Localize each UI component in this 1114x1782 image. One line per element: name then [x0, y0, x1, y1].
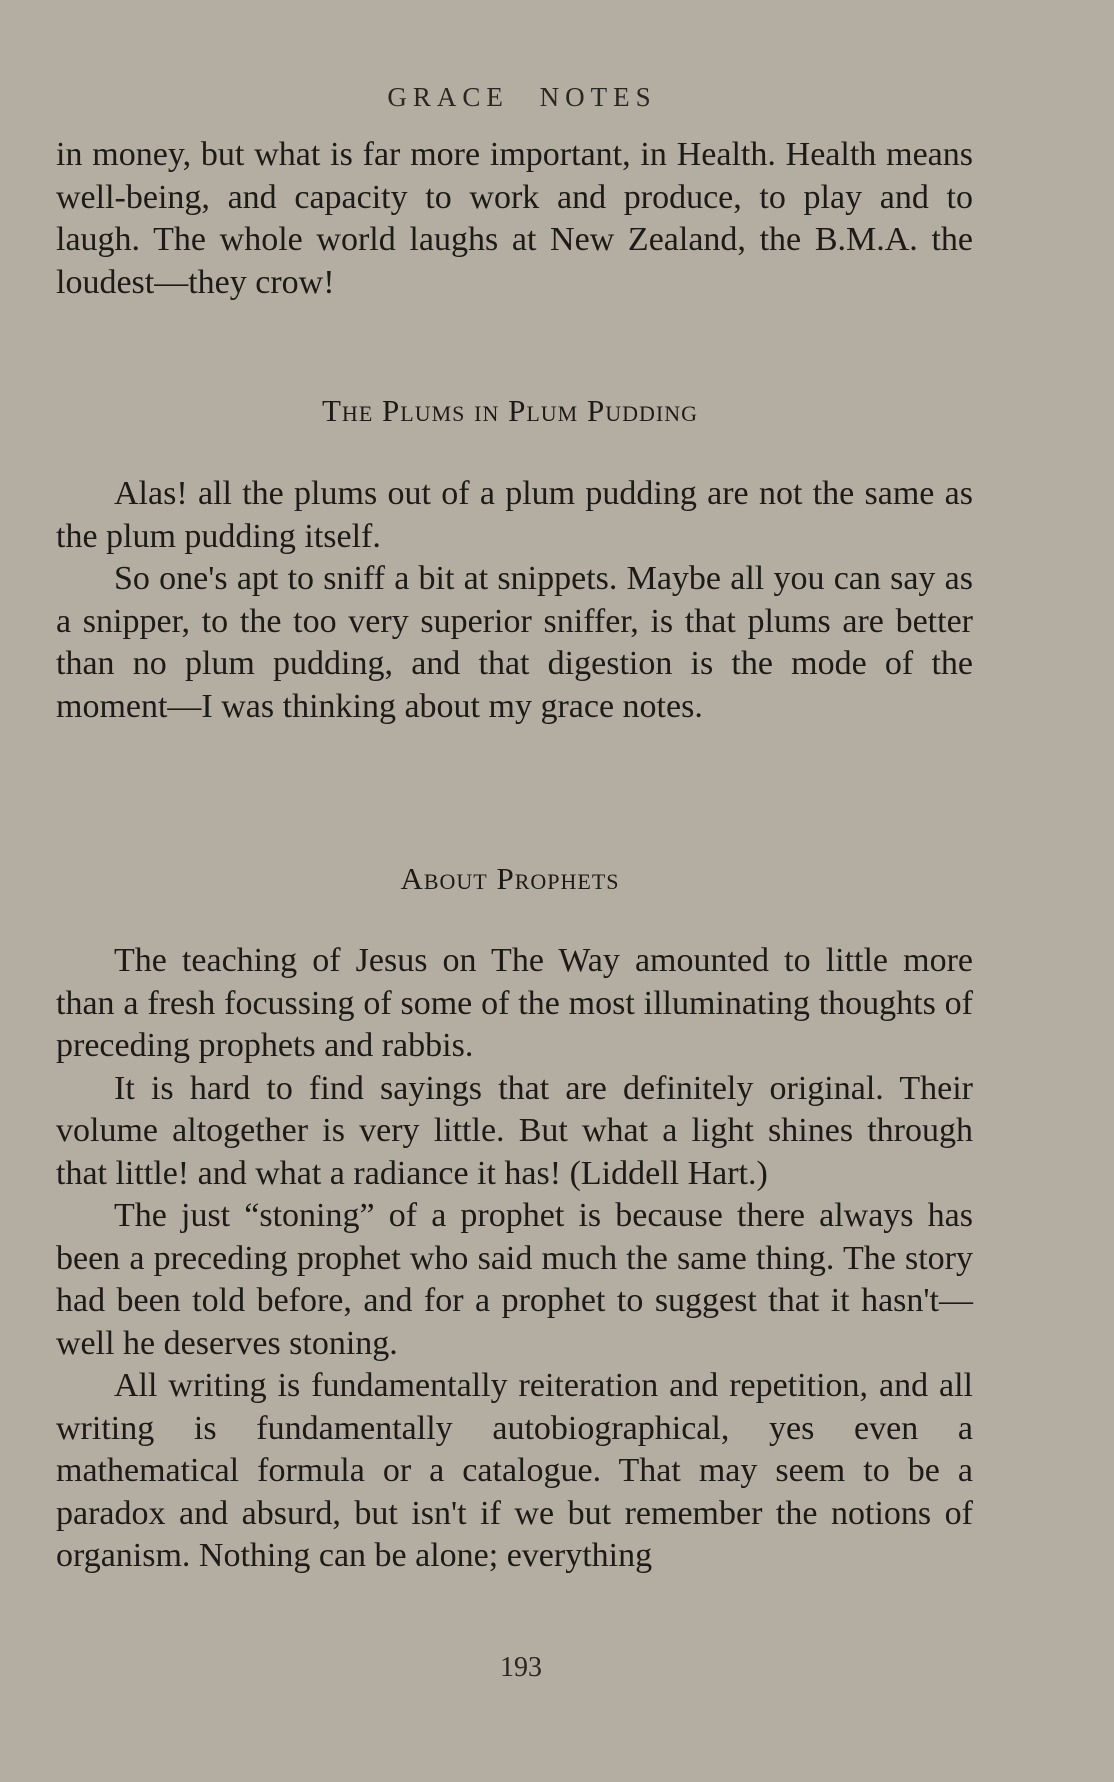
- paragraph: Alas! all the plums out of a plum pudding are not the same as the plum pudding itself.: [56, 475, 973, 555]
- paragraph: It is hard to find sayings that are definitely original. Their volume altogether is very little. But what a light shines through that little! and what a radiance it has! (Liddell Hart.): [56, 1069, 973, 1192]
- page-number: 193: [500, 1652, 542, 1683]
- paragraph: in money, but what is far more important, in Health. Health means well-being, and capacity to work and produce, to play and to laugh. The whole world laughs at New Zealand, the B.M.A. the loudest—they crow!: [56, 136, 973, 301]
- running-head: GRACE NOTES: [387, 82, 657, 112]
- section-body-prophets: [56, 940, 973, 1578]
- section-heading-plums: The Plums in Plum Pudding: [322, 393, 698, 428]
- section-body-plums: [56, 473, 973, 728]
- paragraph: The teaching of Jesus on The Way amounted to little more than a fresh focussing of some of the most illuminating thoughts of preceding prophets and rabbis.: [56, 942, 973, 1064]
- top-paragraph-block: [56, 134, 973, 304]
- paragraph: All writing is fundamentally reiteration and repetition, and all writing is fundamentally autobiographical, yes even a mathematical formula or a catalogue. That may seem to be a paradox and absurd, but isn't if we but remember the notions of organism. Nothing can be alone; everything: [56, 1367, 973, 1574]
- paragraph: So one's apt to sniff a bit at snippets. Maybe all you can say as a snipper, to the too very superior sniffer, is that plums are better than no plum pudding, and that digestion is the mode of the moment—I was thinking about my grace notes.: [56, 560, 973, 725]
- paragraph: The just “stoning” of a prophet is because there always has been a preceding prophet who said much the same thing. The story had been told before, and for a prophet to suggest that it hasn't—well he deserves stoning.: [56, 1197, 973, 1362]
- section-heading-prophets: About Prophets: [400, 861, 620, 896]
